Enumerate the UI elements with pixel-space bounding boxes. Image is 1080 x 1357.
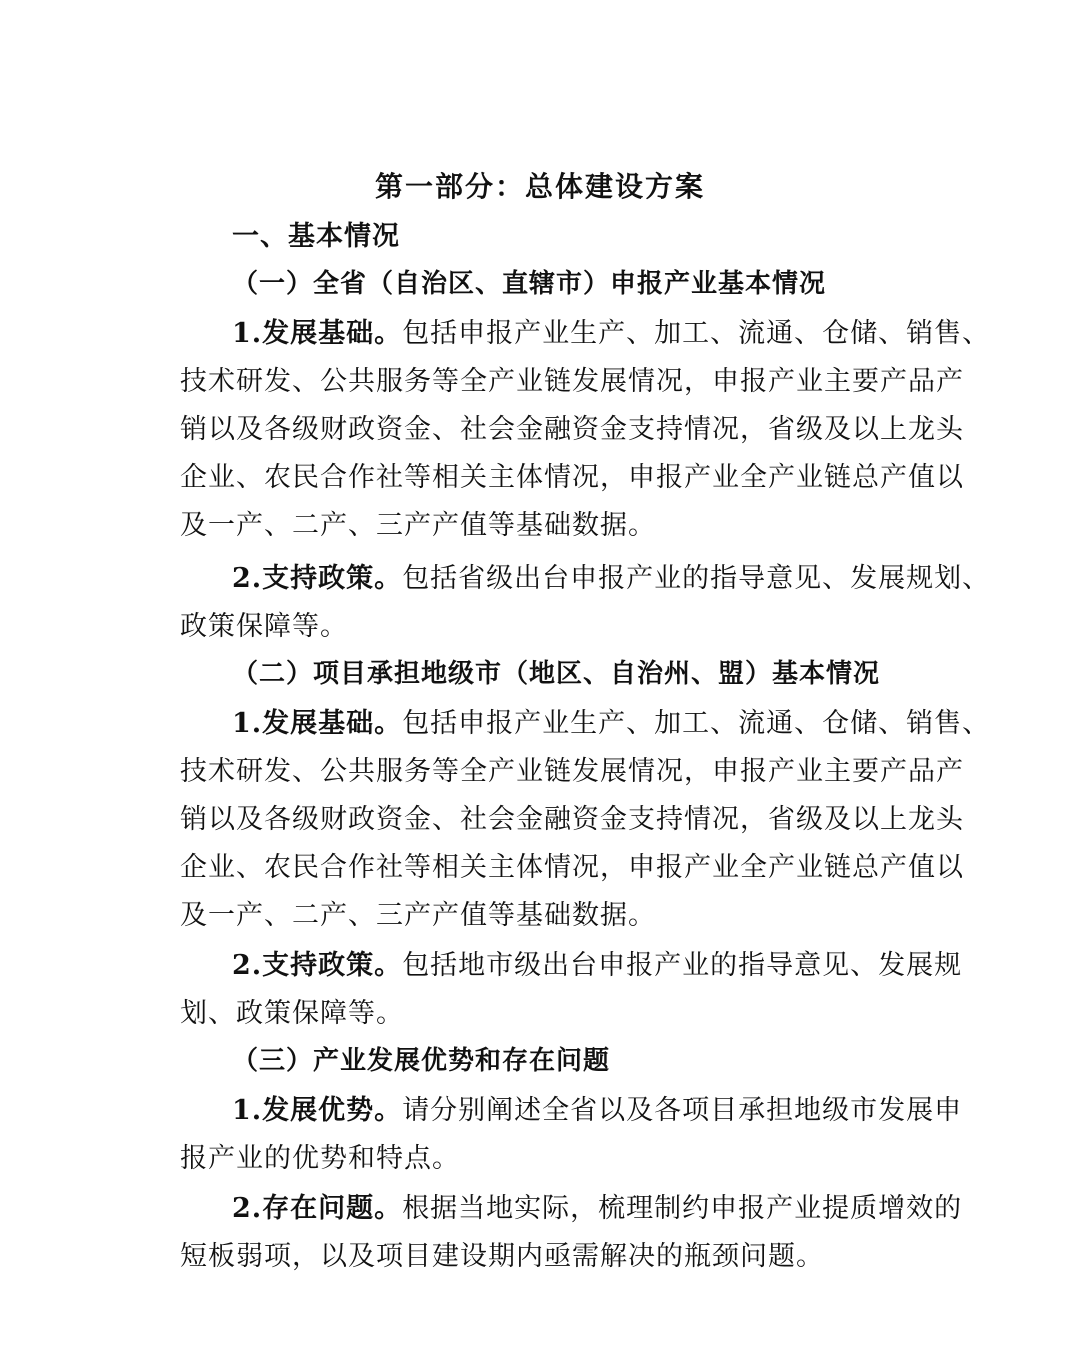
section-heading: 一、基本情况	[232, 221, 400, 252]
paragraph-line	[232, 700, 991, 748]
paragraph-line	[232, 1087, 963, 1135]
page-title: 第一部分：总体建设方案	[374, 170, 705, 203]
paragraph-line	[232, 1185, 963, 1233]
paragraph-line	[232, 555, 991, 603]
paragraph-line: 技术研发、公共服务等全产业链发展情况，申报产业主要产品产	[180, 756, 964, 787]
paragraph-line: 企业、农民合作社等相关主体情况，申报产业全产业链总产值以	[180, 852, 964, 883]
paragraph-text: 根据当地实际，梳理制约申报产业提质增效的	[402, 1193, 963, 1224]
paragraph-line: 政策保障等。	[180, 611, 348, 642]
paragraph-line: 销以及各级财政资金、社会金融资金支持情况，省级及以上龙头	[180, 414, 964, 445]
paragraph-line: 及一产、二产、三产产值等基础数据。	[180, 900, 656, 931]
paragraph-text: 包括地市级出台申报产业的指导意见、发展规	[402, 950, 963, 981]
paragraph-line: 划、政策保障等。	[180, 998, 404, 1029]
subsection-heading-3: （三）产业发展优势和存在问题	[232, 1046, 611, 1076]
paragraph-lead: 2.支持政策。	[232, 950, 403, 981]
paragraph-text: 请分别阐述全省以及各项目承担地级市发展申	[402, 1095, 963, 1126]
paragraph-lead: 2.存在问题。	[232, 1193, 403, 1224]
paragraph-text: 包括申报产业生产、加工、流通、仓储、销售、	[402, 708, 991, 739]
subsection-heading-1: （一）全省（自治区、直辖市）申报产业基本情况	[232, 269, 827, 299]
paragraph-lead: 1.发展基础。	[232, 708, 403, 739]
paragraph-text: 包括省级出台申报产业的指导意见、发展规划、	[402, 563, 991, 594]
paragraph-line: 报产业的优势和特点。	[180, 1143, 460, 1174]
paragraph-line	[232, 942, 963, 990]
paragraph-line: 销以及各级财政资金、社会金融资金支持情况，省级及以上龙头	[180, 804, 964, 835]
paragraph-line: 及一产、二产、三产产值等基础数据。	[180, 510, 656, 541]
paragraph-lead: 1.发展优势。	[232, 1095, 403, 1126]
paragraph-line: 技术研发、公共服务等全产业链发展情况，申报产业主要产品产	[180, 366, 964, 397]
paragraph-lead: 2.支持政策。	[232, 563, 403, 594]
paragraph-lead: 1.发展基础。	[232, 318, 403, 349]
paragraph-line: 短板弱项，以及项目建设期内亟需解决的瓶颈问题。	[180, 1241, 824, 1272]
paragraph-text: 包括申报产业生产、加工、流通、仓储、销售、	[402, 318, 991, 349]
subsection-heading-2: （二）项目承担地级市（地区、自治州、盟）基本情况	[232, 659, 881, 689]
paragraph-line	[232, 310, 991, 358]
paragraph-line: 企业、农民合作社等相关主体情况，申报产业全产业链总产值以	[180, 462, 964, 493]
